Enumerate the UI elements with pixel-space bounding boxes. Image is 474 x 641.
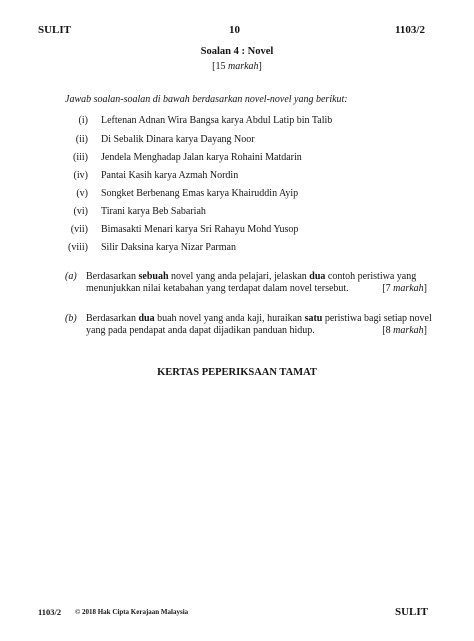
header-classification: SULIT	[38, 24, 72, 36]
header-page-number: 10	[229, 24, 240, 36]
footer-copyright: © 2018 Hak Cipta Kerajaan Malaysia	[75, 608, 189, 616]
list-item-text: Bimasakti Menari karya Sri Rahayu Mohd Yusop	[101, 224, 299, 235]
list-item-number: (iv)	[73, 170, 88, 181]
question-b-line-2: yang pada pendapat anda dapat dijadikan panduan hidup.	[86, 325, 315, 336]
list-item	[0, 115, 474, 131]
question-b-marks: [8 markah]	[382, 325, 427, 336]
question-a-line-2: menunjukkan nilai ketabahan yang terdapat dalam novel tersebut.	[86, 283, 349, 294]
list-item	[0, 188, 474, 204]
footer-classification: SULIT	[395, 606, 429, 618]
list-item-number: (iii)	[73, 152, 88, 163]
instruction-text: Jawab soalan-soalan di bawah berdasarkan novel-novel yang berikut:	[65, 94, 348, 105]
header-paper-code: 1103/2	[395, 24, 425, 36]
question-a-marks: [7 markah]	[382, 283, 427, 294]
list-item-number: (i)	[78, 115, 88, 126]
list-item-text: Songket Berbenang Emas karya Khairuddin Ayip	[101, 188, 299, 199]
list-item-number: (v)	[76, 188, 88, 199]
list-item-number: (viii)	[68, 242, 88, 253]
list-item	[0, 206, 474, 222]
list-item	[0, 152, 474, 168]
list-item-text: Jendela Menghadap Jalan karya Rohaini Matdarin	[101, 152, 302, 163]
list-item-text: Silir Daksina karya Nizar Parman	[101, 242, 236, 253]
list-item-number: (vi)	[73, 206, 88, 217]
question-a-label: (a)	[65, 271, 77, 282]
list-item-number: (ii)	[75, 134, 88, 145]
question-b-line-1: Berdasarkan dua buah novel yang anda kaji, huraikan satu peristiwa bagi setiap novel	[86, 313, 432, 324]
list-item-text: Pantai Kasih karya Azmah Nordin	[101, 170, 239, 181]
list-item-number: (vii)	[70, 224, 88, 235]
list-item-text: Leftenan Adnan Wira Bangsa karya Abdul Latip bin Talib	[101, 115, 333, 126]
section-title: Soalan 4 : Novel	[200, 46, 274, 57]
footer-paper-code: 1103/2	[38, 607, 62, 617]
question-b-label: (b)	[65, 313, 77, 324]
list-item-text: Tirani karya Beb Sabariah	[101, 206, 206, 217]
list-item	[0, 242, 474, 258]
list-item	[0, 224, 474, 240]
end-of-paper-text: KERTAS PEPERIKSAAN TAMAT	[157, 367, 317, 378]
section-marks: [15 markah]	[212, 61, 262, 72]
list-item	[0, 170, 474, 186]
list-item-text: Di Sebalik Dinara karya Dayang Noor	[101, 134, 255, 145]
list-item	[0, 134, 474, 150]
question-a-line-1: Berdasarkan sebuah novel yang anda pelajari, jelaskan dua contoh peristiwa yang	[86, 271, 417, 282]
